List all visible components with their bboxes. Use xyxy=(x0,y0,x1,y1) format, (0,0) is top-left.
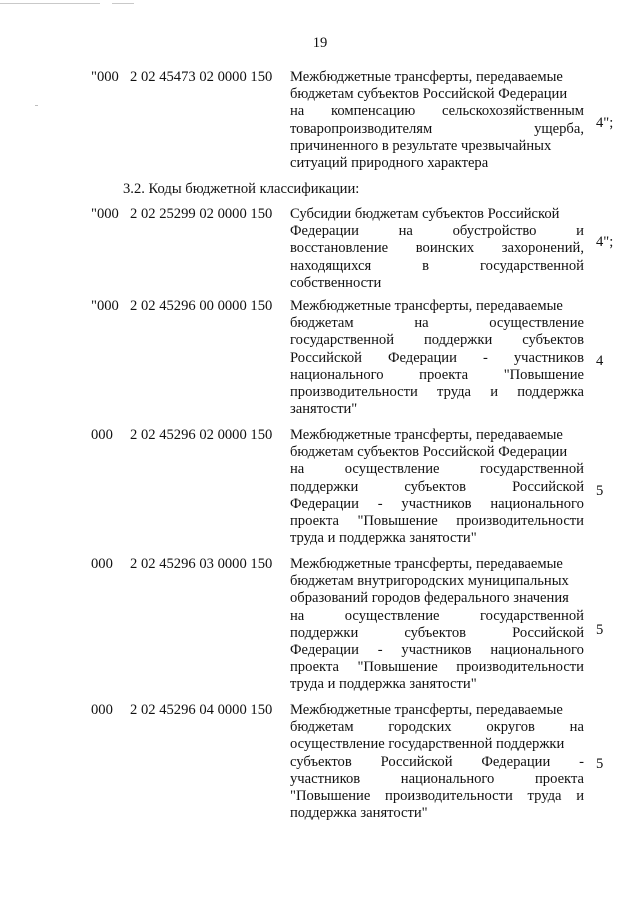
admin-code: "000 xyxy=(91,69,119,85)
code-description: Межбюджетные трансферты, передаваемые бюджетам на осуществление государственной поддержки субъектов Российской Федерации - участников национального проекта "Повышение производительности труда и поддержка занятости" xyxy=(290,298,584,418)
scan-edge-line xyxy=(112,3,134,4)
code-value: 4"; xyxy=(596,234,614,250)
code-value: 5 xyxy=(596,483,604,499)
admin-code: 000 xyxy=(91,427,113,443)
code-value: 5 xyxy=(596,622,604,638)
code-value: 5 xyxy=(596,756,604,772)
page-number: 19 xyxy=(312,35,328,51)
classification-code: 2 02 45296 03 0000 150 xyxy=(130,556,273,572)
code-value: 4"; xyxy=(596,115,614,131)
classification-code: 2 02 45296 02 0000 150 xyxy=(130,427,273,443)
section-heading: 3.2. Коды бюджетной классификации: xyxy=(123,181,360,197)
code-description: Межбюджетные трансферты, передаваемые бюджетам субъектов Российской Федерации на осуществление государственной поддержки субъектов Российской Федерации - участников национального проекта "Повышение производительности труда и поддержка занятости" xyxy=(290,427,584,547)
admin-code: 000 xyxy=(91,702,113,718)
classification-code: 2 02 45296 00 0000 150 xyxy=(130,298,273,314)
code-description: Межбюджетные трансферты, передаваемые бюджетам внутригородских муниципальных образований городов федерального значения на осуществление государственной поддержки субъектов Российской Федерации - участников национального проекта "Повышение производительности труда и поддержка занятости" xyxy=(290,556,584,693)
code-description: Межбюджетные трансферты, передаваемые бюджетам городских округов на осуществление государственной поддержки субъектов Российской Федерации - участников национального проекта "Повышение производительности труда и поддержка занятости" xyxy=(290,702,584,822)
code-description: Межбюджетные трансферты, передаваемые бюджетам субъектов Российской Федерации на компенсацию сельскохозяйственным товаропроизводителям ущерба, причиненного в результате чрезвычайных ситуаций природного характера xyxy=(290,69,584,172)
code-value: 4 xyxy=(596,353,604,369)
scan-mark xyxy=(35,105,38,106)
scan-edge-line xyxy=(0,3,100,4)
classification-code: 2 02 45473 02 0000 150 xyxy=(130,69,273,85)
code-description: Субсидии бюджетам субъектов Российской Федерации на обустройство и восстановление воинских захоронений, находящихся в государственной собственности xyxy=(290,206,584,291)
admin-code: "000 xyxy=(91,206,119,222)
classification-code: 2 02 25299 02 0000 150 xyxy=(130,206,273,222)
admin-code: "000 xyxy=(91,298,119,314)
classification-code: 2 02 45296 04 0000 150 xyxy=(130,702,273,718)
admin-code: 000 xyxy=(91,556,113,572)
